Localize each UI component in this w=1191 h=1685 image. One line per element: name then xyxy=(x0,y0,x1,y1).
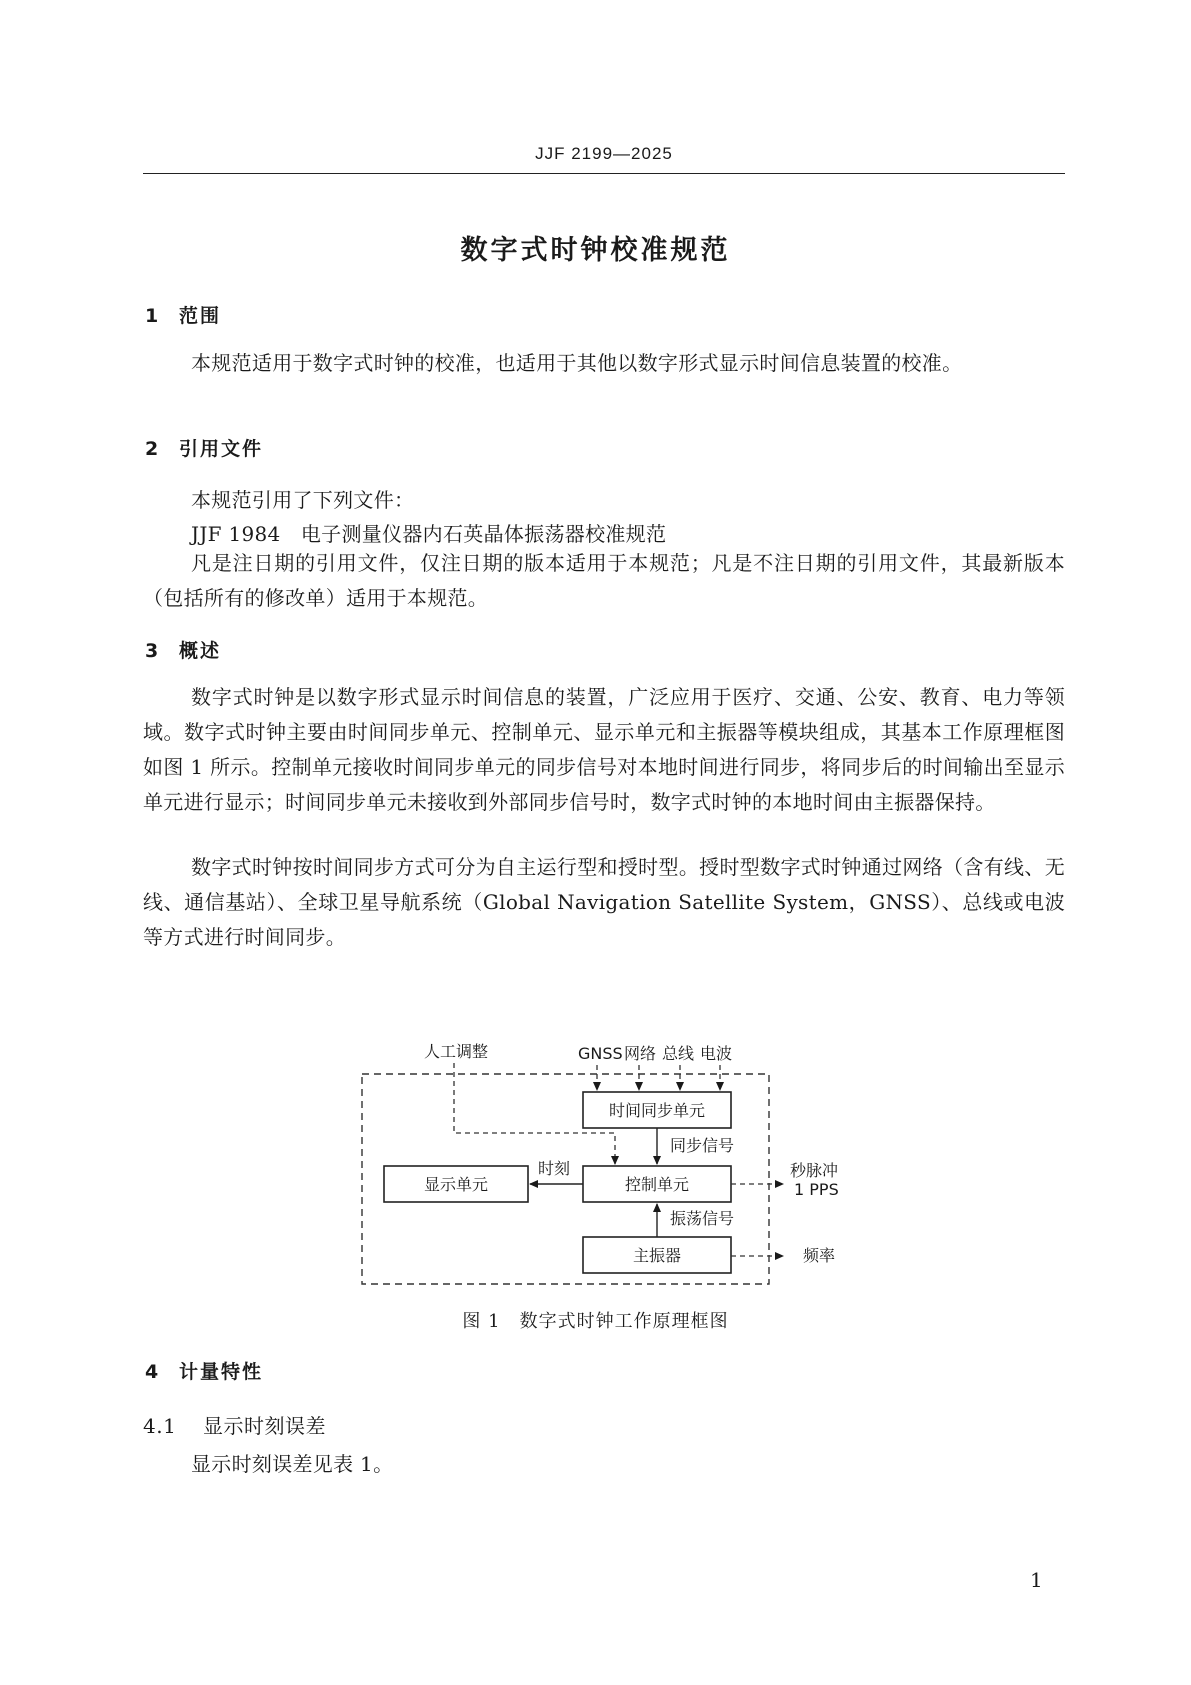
frequency-label: 频率 xyxy=(803,1246,836,1265)
reference-item: JJF 1984 电子测量仪器内石英晶体振荡器校准规范 xyxy=(191,522,667,546)
input-radio-wave-label: 电波 xyxy=(700,1044,733,1063)
figure-caption: 图 1 数字式时钟工作原理框图 xyxy=(462,1311,729,1332)
references-note: 凡是注日期的引用文件，仅注日期的版本适用于本规范；凡是不注日期的引用文件，其最新版本（包括所有的修改单）适用于本规范。 xyxy=(143,551,1065,610)
subsection-title: 显示时刻误差 xyxy=(203,1414,326,1438)
document-title: 数字式时钟校准规范 xyxy=(460,235,731,266)
sync-signal-label: 同步信号 xyxy=(670,1136,735,1155)
display-unit-label: 显示单元 xyxy=(423,1175,489,1194)
section-title: 范围 xyxy=(179,305,222,327)
control-unit-label: 控制单元 xyxy=(624,1175,690,1194)
pps-label: 秒脉冲 xyxy=(790,1161,839,1180)
pps-value-label: 1 PPS xyxy=(794,1180,839,1199)
overview-paragraph-1: 数字式时钟是以数字形式显示时间信息的装置，广泛应用于医疗、交通、公安、教育、电力等领域。数字式时钟主要由时间同步单元、控制单元、显示单元和主振器等模块组成，其基本工作原理框图如图 1 所示。控制单元接收时间同步单元的同步信号对本地时间进行同步，将同步后的时间输出至显示单元进行显示；时间同步单元未接收到外部同步信号时，数字式时钟的本地时间由主振器保持。 xyxy=(143,685,1065,814)
section-heading-4 xyxy=(145,1357,263,1384)
time-sync-unit-label: 时间同步单元 xyxy=(608,1101,706,1120)
master-oscillator-label: 主振器 xyxy=(632,1246,682,1265)
section-number: 3 xyxy=(145,640,161,662)
oscillation-signal-label: 振荡信号 xyxy=(670,1209,735,1228)
section-number: 4 xyxy=(145,1361,161,1383)
input-gnss-label: GNSS xyxy=(578,1044,623,1063)
section-title: 概述 xyxy=(179,640,222,662)
section-title: 引用文件 xyxy=(179,438,264,460)
manual-adjust-label: 人工调整 xyxy=(424,1042,489,1061)
references-intro: 本规范引用了下列文件： xyxy=(191,488,415,512)
section-number: 1 xyxy=(145,305,161,327)
section-number: 2 xyxy=(145,438,161,460)
scope-paragraph: 本规范适用于数字式时钟的校准，也适用于其他以数字形式显示时间信息装置的校准。 xyxy=(191,351,963,375)
document-code-header: JJF 2199—2025 xyxy=(535,144,673,163)
overview-paragraph-2: 数字式时钟按时间同步方式可分为自主运行型和授时型。授时型数字式时钟通过网络（含有线、无线、通信基站）、全球卫星导航系统（Global Navigation Satellite System，GNSS）、总线或电波等方式进行时间同步。 xyxy=(143,855,1065,949)
input-bus-label: 总线 xyxy=(662,1044,695,1063)
subsection-heading-4-1 xyxy=(143,1410,326,1439)
input-network-label: 网络 xyxy=(624,1044,657,1063)
page-number: 1 xyxy=(1030,1568,1043,1592)
display-error-paragraph: 显示时刻误差见表 1。 xyxy=(191,1452,394,1476)
section-title: 计量特性 xyxy=(179,1361,264,1383)
time-moment-label: 时刻 xyxy=(538,1159,571,1178)
subsection-number: 4.1 xyxy=(143,1414,177,1438)
